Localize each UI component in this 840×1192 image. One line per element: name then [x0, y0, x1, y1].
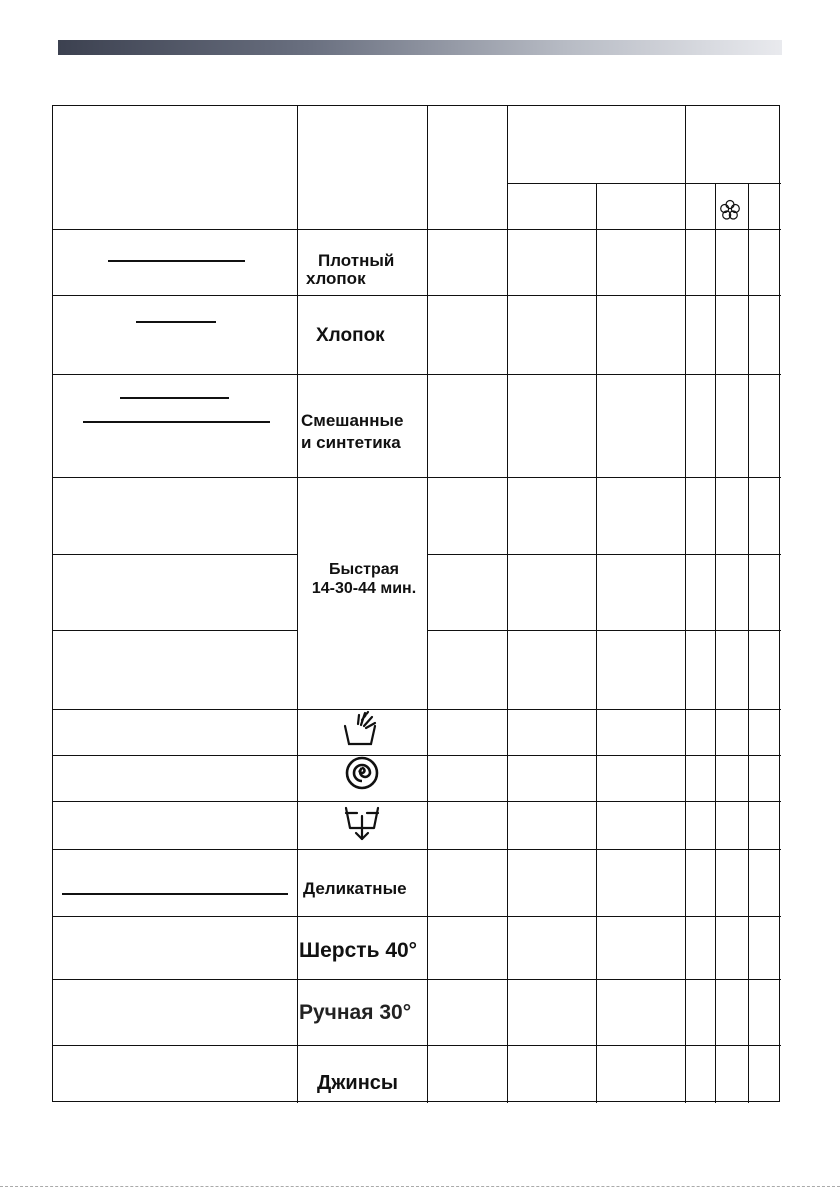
row-divider [53, 477, 781, 478]
row-divider [53, 916, 781, 917]
row-divider [53, 554, 297, 555]
drain-icon [343, 804, 381, 844]
spin-icon [344, 755, 380, 791]
program-heavy-cotton-line1: Плотный [318, 251, 395, 270]
program-quick [300, 560, 428, 598]
row-divider [53, 374, 781, 375]
underline-mark [83, 421, 270, 423]
row-divider [53, 979, 781, 980]
row-divider [53, 849, 781, 850]
program-cotton: Хлопок [316, 325, 385, 346]
page-edge-dashes [0, 1186, 840, 1187]
row-divider [427, 554, 781, 555]
row-divider [427, 630, 781, 631]
col-divider [507, 106, 508, 1103]
program-mixed [301, 410, 403, 454]
rinse-icon [341, 710, 381, 748]
col-divider [685, 106, 686, 1103]
underline-mark [62, 893, 288, 895]
header-gradient-bar [58, 40, 782, 55]
program-hand: Ручная 30° [299, 1001, 412, 1024]
program-quick-line2: 14-30-44 мин. [311, 580, 417, 598]
underline-mark [120, 397, 229, 399]
program-jeans: Джинсы [317, 1072, 399, 1094]
row-divider [53, 755, 781, 756]
header-subdivider [507, 183, 781, 184]
program-heavy-cotton [306, 252, 394, 289]
underline-mark [136, 321, 216, 323]
row-divider [53, 229, 781, 230]
row-divider [53, 630, 297, 631]
row-divider [53, 709, 781, 710]
underline-mark [108, 260, 245, 262]
program-mixed-line1: Смешанные [301, 411, 404, 430]
row-divider [53, 801, 781, 802]
softener-flower-icon [718, 198, 742, 222]
row-divider [53, 1045, 781, 1046]
program-delicate: Деликатные [303, 879, 407, 898]
program-mixed-line2: и синтетика [301, 433, 401, 453]
program-quick-line1: Быстрая [329, 561, 399, 578]
row-divider [53, 295, 781, 296]
program-heavy-cotton-line2: хлопок [306, 269, 366, 289]
col-divider [427, 106, 428, 1103]
col-divider [748, 183, 749, 1103]
col-divider [715, 183, 716, 1103]
program-wool: Шерсть 40° [299, 939, 418, 962]
col-divider [596, 183, 597, 1103]
